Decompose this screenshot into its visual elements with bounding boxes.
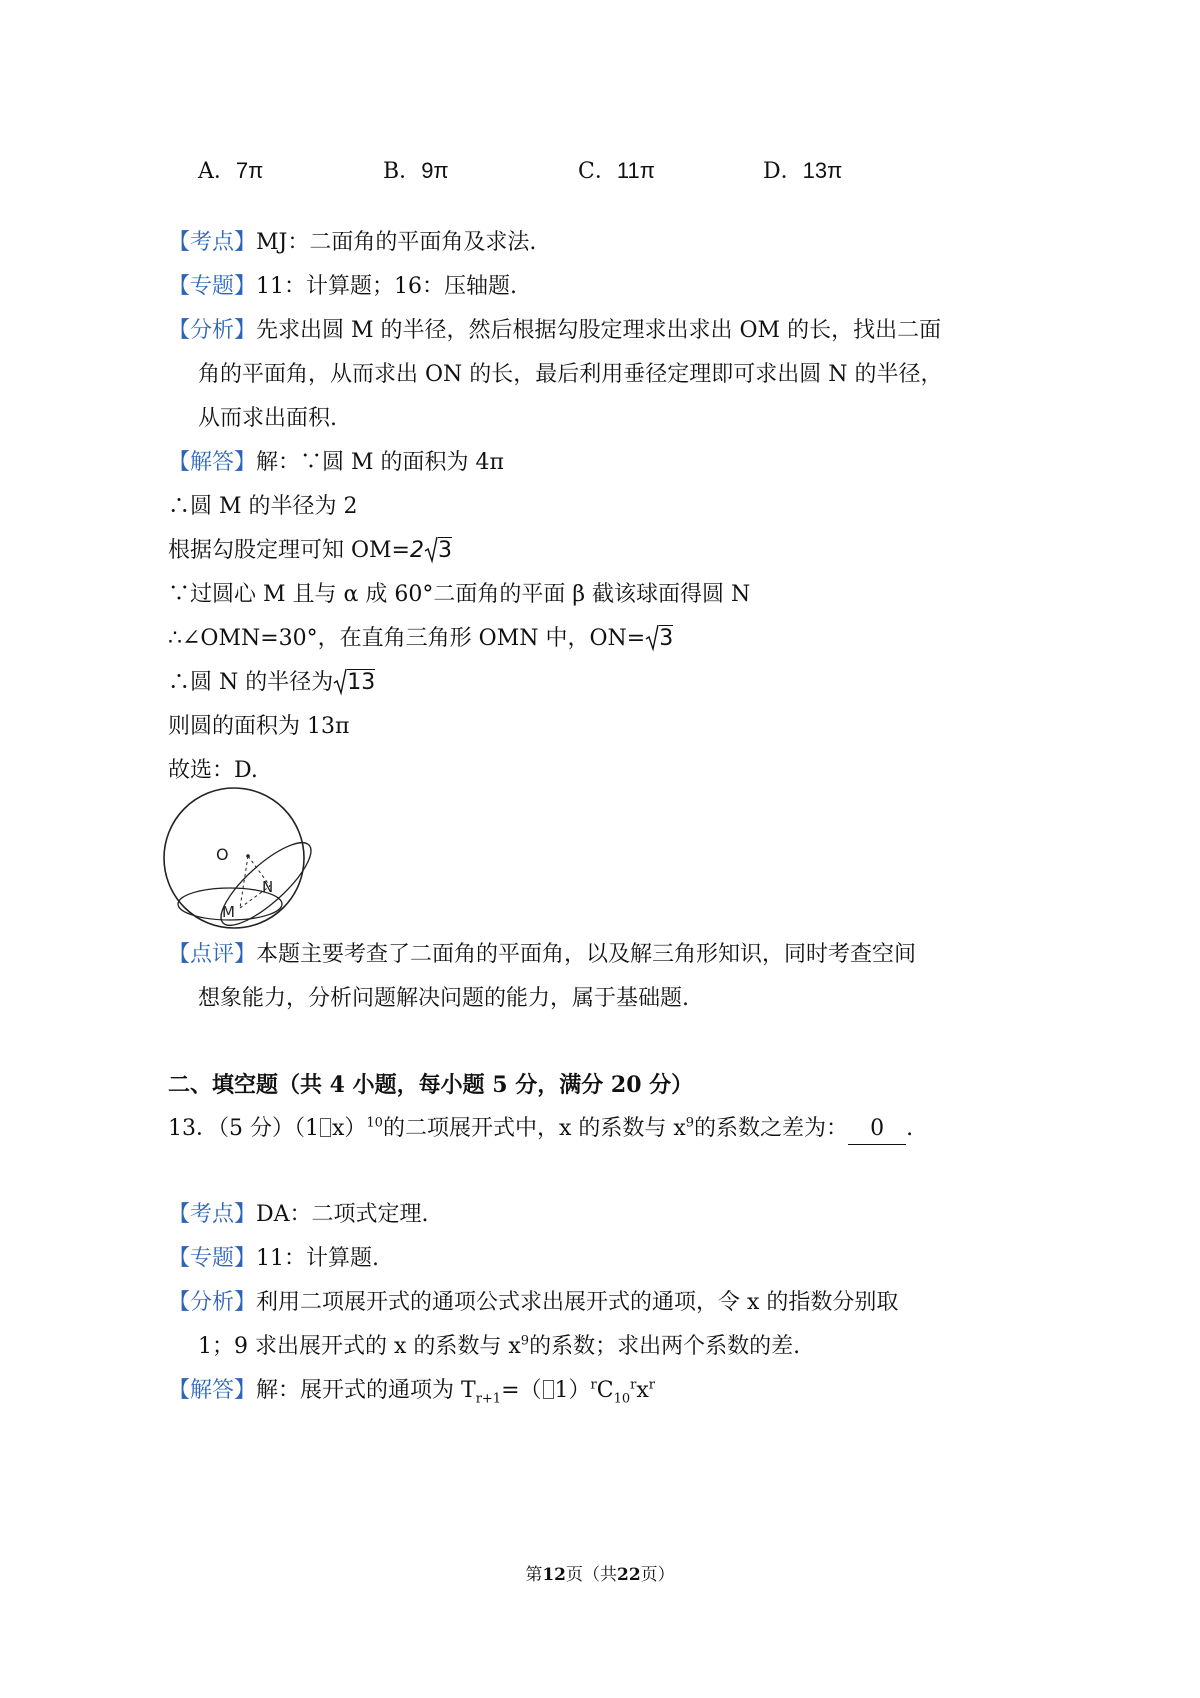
q13-stem <box>168 1114 913 1145</box>
om-coef: 2 <box>410 538 424 563</box>
superscript-r: r <box>590 1377 597 1393</box>
q13-stem-c: 的二项展开式中，x 的系数与 x <box>382 1116 686 1141</box>
jieda-text-e: x <box>636 1378 649 1403</box>
q13-jieda-line <box>168 1376 655 1406</box>
label-n: N <box>262 878 274 896</box>
footer-text-c: 页） <box>640 1565 675 1585</box>
step-6-text: 则圆的面积为 13π <box>168 714 350 739</box>
option-letter: A <box>198 159 214 184</box>
fenxi-text-2b: 的系数；求出两个系数的差. <box>529 1334 801 1359</box>
step-2-text: 根据勾股定理可知 OM= <box>168 538 410 563</box>
dianping-line-1 <box>168 940 916 970</box>
footer-text-a: 第 <box>525 1565 543 1585</box>
fenxi-text-1: 利用二项展开式的通项公式求出展开式的通项，令 x 的指数分别取 <box>256 1290 899 1315</box>
fenxi-line-3 <box>198 404 337 434</box>
step-2 <box>168 536 452 566</box>
sqrt-13 <box>333 668 375 698</box>
fenxi-text-3: 从而求出面积. <box>198 406 337 431</box>
zhuanti-tag: 【专题】 <box>168 274 257 299</box>
step-3-text: ∵过圆心 M 且与 α 成 60°二面角的平面 β 截该球面得圆 N <box>168 582 751 607</box>
step-4 <box>168 624 673 654</box>
radicand: 13 <box>347 670 376 695</box>
point-o <box>246 854 250 858</box>
kaodian-tag: 【考点】 <box>168 1202 257 1227</box>
sphere-figure <box>160 786 320 934</box>
step-3 <box>168 580 750 610</box>
option-c: C．11π <box>578 158 655 184</box>
dianping-line-2 <box>198 984 689 1014</box>
jieda-tag: 【解答】 <box>168 450 257 475</box>
exponent-9: 9 <box>520 1333 530 1349</box>
superscript-r: r <box>630 1377 637 1393</box>
option-value: 11π <box>616 158 655 183</box>
step-1-text: ∴圆 M 的半径为 2 <box>168 494 358 519</box>
step-7 <box>168 756 258 786</box>
total-pages: 22 <box>617 1565 641 1585</box>
exponent-9: 9 <box>685 1115 695 1131</box>
label-m: M <box>222 903 235 921</box>
page-number: 12 <box>542 1565 566 1585</box>
jieda-text-b: =（ <box>501 1378 542 1403</box>
step-1 <box>168 492 358 522</box>
exponent-10: 10 <box>366 1115 383 1131</box>
option-letter: B <box>383 159 400 184</box>
jieda-line <box>168 448 504 478</box>
fenxi-tag: 【分析】 <box>168 318 257 343</box>
fenxi-text-2: 角的平面角，从而求出 ON 的长，最后利用垂径定理即可求出圆 N 的半径， <box>198 362 943 387</box>
step-4-text: ∴∠OMN=30°，在直角三角形 OMN 中，ON= <box>168 626 646 651</box>
option-letter: D <box>763 159 781 184</box>
subscript-10: 10 <box>613 1391 631 1407</box>
section-title <box>168 1070 693 1100</box>
step-5 <box>168 668 375 698</box>
zhuanti-tag: 【专题】 <box>168 1246 257 1271</box>
option-value: 7π <box>235 158 264 183</box>
fenxi-line-2 <box>198 360 943 390</box>
q13-stem-b: x） <box>331 1116 367 1141</box>
radicand: 3 <box>438 538 452 563</box>
option-value: 9π <box>421 158 449 183</box>
option-d: D．13π <box>763 158 843 184</box>
dianping-text-1: 本题主要考查了二面角的平面角，以及解三角形知识，同时考查空间 <box>256 942 917 967</box>
step-6 <box>168 712 349 742</box>
page-footer <box>0 1560 1200 1585</box>
fenxi-text-1: 先求出圆 M 的半径，然后根据勾股定理求出求出 OM 的长，找出二面 <box>256 318 942 343</box>
zhuanti-line <box>168 272 517 302</box>
sqrt-3 <box>645 624 673 654</box>
jieda-text-c: 1） <box>554 1378 591 1403</box>
missing-glyph-icon <box>320 1118 331 1137</box>
q13-stem-a: 13．（5 分）（1 <box>168 1116 319 1141</box>
fenxi-tag: 【分析】 <box>168 1290 257 1315</box>
option-a: A．7π <box>198 158 264 184</box>
fenxi-text-2a: 1；9 求出展开式的 x 的系数与 x <box>198 1334 521 1359</box>
kaodian-text: MJ：二面角的平面角及求法. <box>256 230 537 255</box>
radical-sign <box>333 666 347 696</box>
q13-fenxi-line-2 <box>198 1332 800 1362</box>
kaodian-line <box>168 228 536 258</box>
sqrt-3 <box>424 536 452 566</box>
dianping-tag: 【点评】 <box>168 942 257 967</box>
q13-kaodian-line <box>168 1200 429 1230</box>
superscript-r: r <box>648 1377 655 1393</box>
q13-stem-end: . <box>906 1116 914 1141</box>
section-title-text: 二、填空题（共 4 小题，每小题 5 分，满分 20 分） <box>168 1072 694 1098</box>
jieda-text: 解：∵圆 M 的面积为 4π <box>256 450 504 475</box>
step-5-text: ∴圆 N 的半径为 <box>168 670 334 695</box>
footer-text-b: 页（共 <box>566 1565 617 1585</box>
zhuanti-text: 11：计算题；16：压轴题. <box>256 274 517 299</box>
jieda-text-a: 解：展开式的通项为 T <box>256 1378 476 1403</box>
kaodian-tag: 【考点】 <box>168 230 257 255</box>
fenxi-line-1 <box>168 316 941 346</box>
answer-blank: 0 <box>848 1114 906 1145</box>
zhuanti-text: 11：计算题. <box>256 1246 380 1271</box>
radical-sign <box>424 534 438 564</box>
jieda-tag: 【解答】 <box>168 1378 257 1403</box>
option-letter: C <box>578 159 595 184</box>
option-value: 13π <box>802 158 843 183</box>
dianping-text-2: 想象能力，分析问题解决问题的能力，属于基础题. <box>198 986 689 1011</box>
q13-zhuanti-line <box>168 1244 379 1274</box>
missing-glyph-icon <box>543 1380 554 1399</box>
radicand: 3 <box>659 626 674 651</box>
kaodian-text: DA：二项式定理. <box>256 1202 429 1227</box>
q13-stem-d: 的系数之差为： <box>694 1116 849 1141</box>
step-7-text: 故选：D. <box>168 758 258 783</box>
option-b: B．9π <box>383 158 449 184</box>
subscript-r1: r+1 <box>475 1391 502 1407</box>
q13-fenxi-line-1 <box>168 1288 898 1318</box>
om-value <box>410 538 452 563</box>
radical-sign <box>645 622 659 652</box>
jieda-text-d: C <box>596 1378 614 1403</box>
label-o: O <box>216 845 229 864</box>
